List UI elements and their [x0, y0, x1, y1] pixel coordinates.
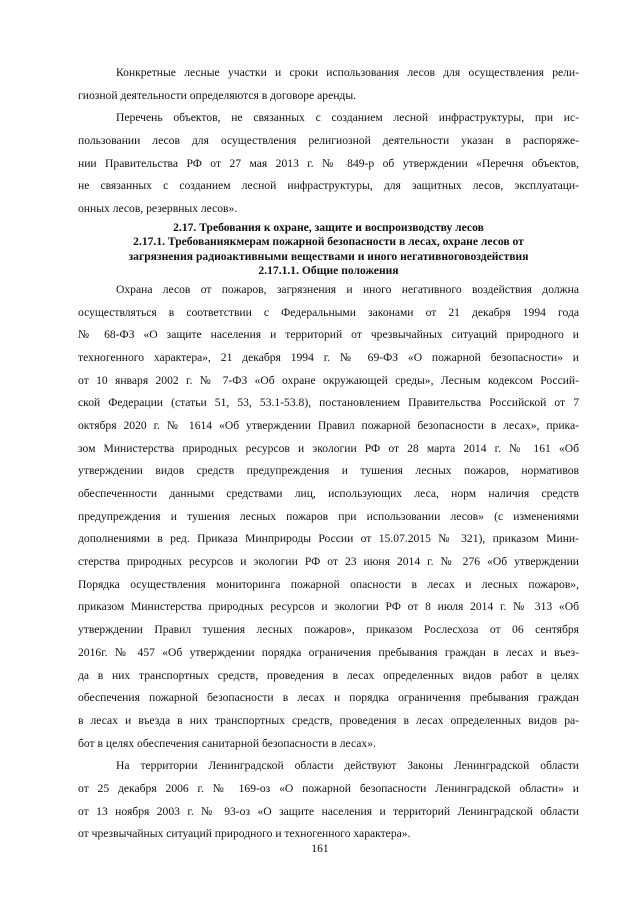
text-line: ской Федерации (статьи 51, 53, 53.1-53.8), постановлением Правительства Российской от 7 — [78, 396, 579, 410]
text-line: да в них транспортных средств, проведения в лесах определенных видов работ в целях — [78, 668, 579, 682]
text-line: утверждении видов средств предупреждения и тушения лесных пожаров, нормативов — [78, 464, 579, 478]
text-line: в лесах и въезда в них транспортных средств, проведения в лесах определенных видов ра- — [78, 713, 579, 727]
text-line: обеспечения пожарной безопасности в лесах и порядка ограничения пребывания граждан — [78, 691, 579, 705]
text-line: дополнениями в ред. Приказа Минприроды России от 15.07.2015 № 321), приказом Мини- — [78, 532, 579, 546]
text-line: пользовании лесов для осуществления религиозной деятельности указан в распоряже- — [78, 134, 579, 148]
subsection-heading: 2.17.1.1. Общие положения — [258, 264, 399, 278]
text-line: от чрезвычайных ситуаций природного и техногенного характера». — [78, 827, 411, 841]
text-line: осуществляться в соответствии с Федеральными законами от 21 декабря 1994 года — [78, 305, 579, 319]
text-line: от 25 декабря 2006 г. № 169-оз «О пожарной безопасности Ленинградской области» и — [78, 781, 579, 795]
text-line: онных лесов, резервных лесов». — [78, 202, 238, 216]
text-line: Охрана лесов от пожаров, загрязнения и иного негативного воздействия должна — [116, 282, 579, 296]
paragraph — [78, 62, 579, 107]
body-text-before-heading — [78, 62, 579, 221]
text-line: от 10 января 2002 г. № 7-ФЗ «Об охране окружающей среды», Лесным кодексом Россий- — [78, 373, 579, 387]
text-line: бот в целях обеспечения санитарной безопасности в лесах». — [78, 736, 376, 750]
text-line: не связанных с созданием лесной инфраструктуры, для защитных лесов, эксплуатаци- — [78, 179, 579, 193]
text-line: зом Министерства природных ресурсов и экологии РФ от 28 марта 2014 г. № 161 «Об — [78, 441, 579, 455]
paragraph — [78, 755, 579, 846]
section-heading: 2.17. Требования к охране, защите и воспроизводству лесов — [173, 220, 484, 234]
text-line: На территории Ленинградской области действуют Законы Ленинградской области — [116, 759, 579, 773]
body-text-after-heading — [78, 279, 579, 846]
text-line: утверждении Правил тушения лесных пожаров», приказом Рослесхоза от 06 сентября — [78, 623, 579, 637]
text-line: от 13 ноября 2003 г. № 93-оз «О защите населения и территорий Ленинградской области — [78, 804, 579, 818]
text-line: стерства природных ресурсов и экологии РФ от 23 июня 2014 г. № 276 «Об утверждении — [78, 555, 579, 569]
text-line: № 68-ФЗ «О защите населения и территорий от чрезвычайных ситуаций природного и — [78, 328, 579, 342]
text-line: 2016г. № 457 «Об утверждении порядка ограничения пребывания граждан в лесах и въез- — [78, 645, 579, 659]
document-page — [78, 62, 579, 846]
text-line: Перечень объектов, не связанных с созданием лесной инфраструктуры, при ис- — [116, 111, 579, 125]
section-headings — [78, 221, 579, 279]
text-line: Порядка осуществления мониторинга пожарной опасности в лесах и лесных пожаров», — [78, 577, 579, 591]
text-line: техногенного характера», 21 декабря 1994 г. № 69-ФЗ «О пожарной безопасности» и — [78, 350, 579, 364]
paragraph — [78, 107, 579, 220]
text-line: нии Правительства РФ от 27 мая 2013 г. № 849-р об утверждении «Перечня объектов, — [78, 156, 579, 170]
text-line: Конкретные лесные участки и сроки использования лесов для осуществления рели- — [116, 66, 579, 79]
text-line: предупреждения и тушения лесных пожаров при использовании лесов» (с изменениями — [78, 509, 579, 523]
subsection-title-line: 2.17.1. Требованиякмерам пожарной безопасности в лесах, охране лесов от — [133, 235, 524, 249]
text-line: приказом Министерства природных ресурсов и экологии РФ от 8 июля 2014 г. № 313 «Об — [78, 600, 579, 614]
text-line: октября 2020 г. № 1614 «Об утверждении Правил пожарной безопасности в лесах», прика- — [78, 418, 579, 432]
paragraph — [78, 279, 579, 755]
subsection-title-line: загрязнения радиоактивными веществами и иного негативноговоздействия — [128, 249, 529, 263]
page-number: 161 — [311, 842, 329, 855]
text-line: гиозной деятельности определяются в договоре аренды. — [78, 88, 357, 102]
text-line: обеспеченности данными средствами лиц, использующих леса, норм наличия средств — [78, 487, 579, 500]
